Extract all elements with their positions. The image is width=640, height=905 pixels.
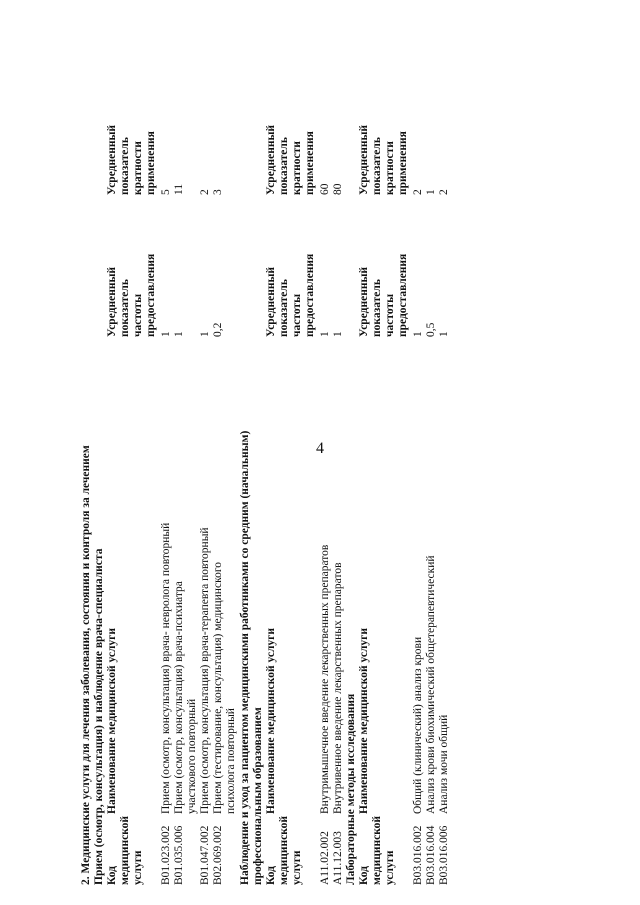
- row-code: B01.035.006: [173, 825, 185, 885]
- row-multiplicity: 5: [160, 189, 172, 195]
- header-frequency: Усредненный показатель частоты предоставления: [358, 253, 409, 337]
- row-multiplicity: 60: [319, 183, 331, 195]
- row-frequency: 0,5: [425, 322, 437, 337]
- row-code: B03.016.006: [438, 825, 450, 885]
- table-1-header: [106, 45, 160, 885]
- table-1-title: Прием (осмотр, консультация) и наблюдение врача-специалиста: [93, 548, 105, 885]
- header-multiplicity: Усредненный показатель кратности применения: [358, 124, 409, 195]
- row-name: Прием (осмотр, консультация) врача-терапевта повторный: [199, 527, 211, 814]
- row-frequency: 1: [173, 331, 185, 337]
- header-code: Код медицинской услуги: [358, 815, 396, 885]
- row-frequency: 1: [319, 331, 331, 337]
- row-name: Прием (тестирование, консультация) медицинского психолога повторный: [212, 561, 237, 814]
- row-frequency: 1: [412, 331, 424, 337]
- page-number: 4: [316, 440, 324, 457]
- table-3-header: [358, 45, 412, 885]
- row-name: Внутримышечное введение лекарственных препаратов: [319, 544, 331, 814]
- header-name: Наименование медицинской услуги: [358, 627, 370, 814]
- section-title: 2. Медицинские услуги для лечения заболевания, состояния и контроля за лечением: [80, 445, 92, 885]
- row-code: B03.016.004: [425, 825, 437, 885]
- row-frequency: 1: [199, 331, 211, 337]
- table-2-header: [265, 45, 319, 885]
- header-code: Код медицинской услуги: [265, 815, 303, 885]
- row-name: Прием (осмотр, консультация) врача- невролога повторный: [160, 522, 172, 814]
- row-name: Внутривенное введение лекарственных препаратов: [332, 562, 344, 814]
- row-multiplicity: 1: [425, 189, 437, 195]
- row-multiplicity: 11: [173, 183, 185, 195]
- row-code: A11.02.002: [319, 831, 331, 885]
- row-frequency: 1: [438, 331, 450, 337]
- header-code: Код медицинской услуги: [106, 815, 144, 885]
- table-3-title: Лабораторные методы исследования: [345, 693, 357, 885]
- header-frequency: Усредненный показатель частоты предоставления: [265, 253, 316, 337]
- header-multiplicity: Усредненный показатель кратности применения: [265, 124, 316, 195]
- row-code: A11.12.003: [332, 831, 344, 885]
- header-frequency: Усредненный показатель частоты предоставления: [106, 253, 157, 337]
- header-name: Наименование медицинской услуги: [106, 627, 118, 814]
- rotated-page-content: [80, 45, 550, 885]
- row-multiplicity: 80: [332, 183, 344, 195]
- row-name: Анализ крови биохимический общетерапевтический: [425, 555, 437, 814]
- row-frequency: 0,2: [212, 322, 224, 337]
- row-frequency: 1: [332, 331, 344, 337]
- row-name: Общий (клинический) анализ крови: [412, 636, 424, 814]
- row-multiplicity: 3: [212, 189, 224, 195]
- row-name: Анализ мочи общий: [438, 714, 450, 814]
- row-code: B01.047.002: [199, 825, 211, 885]
- row-multiplicity: 2: [412, 189, 424, 195]
- row-code: B01.023.002: [160, 825, 172, 885]
- table-2-title: Наблюдение и уход за пациентом медицинскими работниками со средним (начальным) профессиональным образованием: [239, 430, 264, 885]
- row-multiplicity: 2: [438, 189, 450, 195]
- row-multiplicity: 2: [199, 189, 211, 195]
- header-name: Наименование медицинской услуги: [265, 627, 277, 814]
- row-code: B02.069.002: [212, 825, 224, 885]
- row-code: B03.016.002: [412, 825, 424, 885]
- row-frequency: 1: [160, 331, 172, 337]
- header-multiplicity: Усредненный показатель кратности применения: [106, 124, 157, 195]
- row-name: Прием (осмотр, консультация) врача-психиатра участкового повторный: [173, 581, 198, 814]
